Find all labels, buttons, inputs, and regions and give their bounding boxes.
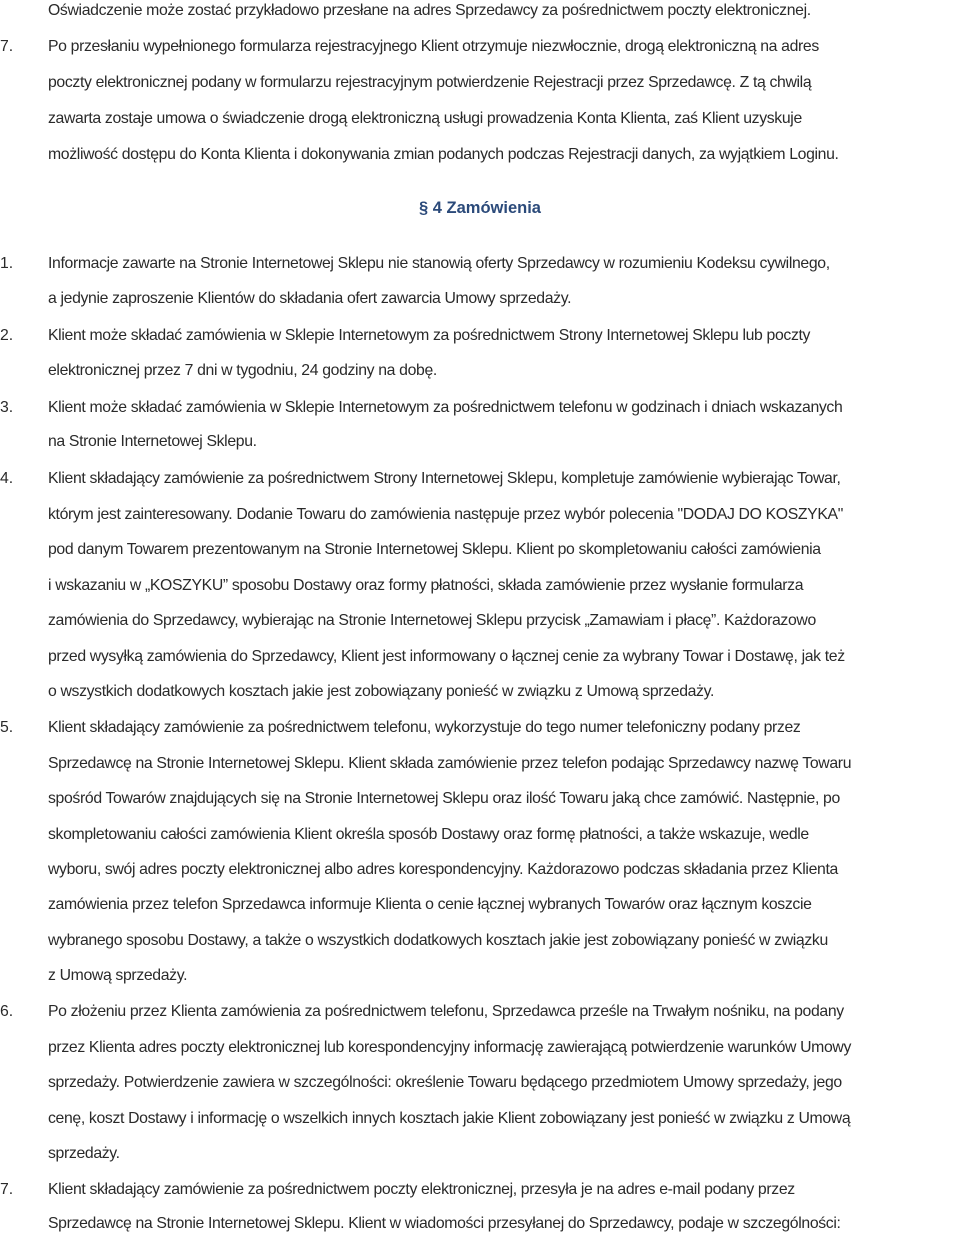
item-line: Sprzedawcę na Stronie Internetowej Sklepu. Klient w wiadomości przesyłanej do Sprzedawcy, podaje w szczególności:: [48, 1215, 841, 1232]
item-line: zawarta zostaje umowa o świadczenie drogą elektroniczną usługi prowadzenia Konta Klienta, zaś Klient uzyskuje: [48, 110, 802, 127]
item-line: Sprzedawcę na Stronie Internetowej Sklepu. Klient składa zamówienie przez telefon podając Sprzedawcy nazwę Towaru: [48, 755, 852, 772]
item-line: Klient składający zamówienie za pośrednictwem telefonu, wykorzystuje do tego numer telefoniczny podany przez: [48, 719, 801, 736]
item-line: przed wysyłką zamówienia do Sprzedawcy, Klient jest informowany o łącznej cenie za wybrany Towar i Dostawę, jak też: [48, 648, 845, 665]
item-number: 6.: [0, 1003, 14, 1020]
item-line: zamówienia do Sprzedawcy, wybierając na Stronie Internetowej Sklepu przycisk „Zamawiam i płacę”. Każdorazowo: [48, 612, 816, 629]
item-line: spośród Towarów znajdujących się na Stronie Internetowej Sklepu oraz ilość Towaru jaką chce zamówić. Następnie, po: [48, 790, 840, 807]
item-line: zamówienia przez telefon Sprzedawca informuje Klienta o cenie łącznej wybranych Towarów oraz łącznym koszcie: [48, 896, 812, 913]
item-line: Klient składający zamówienie za pośrednictwem Strony Internetowej Sklepu, kompletuje zamówienie wybierając Towar,: [48, 470, 841, 487]
item-line: cenę, koszt Dostawy i informację o wszelkich innych kosztach jakie Klient zobowiązany jest ponieść w związku z Umową: [48, 1110, 851, 1127]
item-line: wyboru, swój adres poczty elektronicznej albo adres korespondencyjny. Każdorazowo podczas składania przez Klienta: [48, 861, 838, 878]
item-number: 7.: [0, 38, 14, 55]
item-line: sprzedaży. Potwierdzenie zawiera w szczególności: określenie Towaru będącego przedmiotem Umowy sprzedaży, jego: [48, 1074, 842, 1091]
item-line: Klient może składać zamówienia w Sklepie Internetowym za pośrednictwem Strony Internetowej Sklepu lub poczty: [48, 327, 811, 344]
item-line: na Stronie Internetowej Sklepu.: [48, 433, 257, 450]
item-line: możliwość dostępu do Konta Klienta i dokonywania zmian podanych podczas Rejestracji danych, za wyjątkiem Loginu.: [48, 146, 839, 163]
item-line: elektronicznej przez 7 dni w tygodniu, 24 godziny na dobę.: [48, 362, 437, 379]
item-line: sprzedaży.: [48, 1145, 120, 1162]
item-line: Po przesłaniu wypełnionego formularza rejestracyjnego Klient otrzymuje niezwłocznie, drogą elektroniczną na adres: [48, 38, 819, 55]
item-line: z Umową sprzedaży.: [48, 967, 188, 984]
item-number: 3.: [0, 399, 14, 416]
item-line: Klient może składać zamówienia w Sklepie Internetowym za pośrednictwem telefonu w godzinach i dniach wskazanych: [48, 399, 843, 416]
item-line: przez Klienta adres poczty elektronicznej lub korespondencyjny informację zawierającą potwierdzenie warunków Umowy: [48, 1039, 852, 1056]
item-line: poczty elektronicznej podany w formularzu rejestracyjnym potwierdzenie Rejestracji przez Sprzedawcę. Z tą chwilą: [48, 74, 812, 91]
item-line: o wszystkich dodatkowych kosztach jakie jest zobowiązany ponieść w związku z Umową sprzedaży.: [48, 683, 715, 700]
item-line: pod danym Towarem prezentowanym na Stronie Internetowej Sklepu. Klient po skompletowaniu całości zamówienia: [48, 541, 821, 558]
item-number: 2.: [0, 327, 14, 344]
item-number: 1.: [0, 255, 14, 272]
item-number: 7.: [0, 1181, 14, 1198]
item-line: Klient składający zamówienie za pośrednictwem poczty elektronicznej, przesyła je na adres e-mail podany przez: [48, 1181, 795, 1198]
item-line: Informacje zawarte na Stronie Internetowej Sklepu nie stanowią oferty Sprzedawcy w rozumieniu Kodeksu cywilnego,: [48, 255, 830, 272]
item-line: skompletowaniu całości zamówienia Klient określa sposób Dostawy oraz formę płatności, a także wskazuje, wedle: [48, 826, 809, 843]
item-number: 5.: [0, 719, 14, 736]
item-number: 4.: [0, 470, 14, 487]
item-line: i wskazaniu w „KOSZYKU” sposobu Dostawy oraz formy płatności, składa zamówienie przez wysłanie formularza: [48, 577, 804, 594]
intro-line: Oświadczenie może zostać przykładowo przesłane na adres Sprzedawcy za pośrednictwem poczty elektronicznej.: [48, 2, 811, 19]
item-line: Po złożeniu przez Klienta zamówienia za pośrednictwem telefonu, Sprzedawca prześle na Trwałym nośniku, na podany: [48, 1003, 844, 1020]
item-line: wybranego sposobu Dostawy, a także o wszystkich dodatkowych kosztach jakie jest zobowiązany ponieść w związku: [48, 932, 828, 949]
item-line: którym jest zainteresowany. Dodanie Towaru do zamówienia następuje przez wybór polecenia "DODAJ DO KOSZYKA": [48, 506, 843, 523]
item-line: a jedynie zaproszenie Klientów do składania ofert zawarcia Umowy sprzedaży.: [48, 290, 572, 307]
section-heading: § 4 Zamówienia: [419, 199, 541, 217]
